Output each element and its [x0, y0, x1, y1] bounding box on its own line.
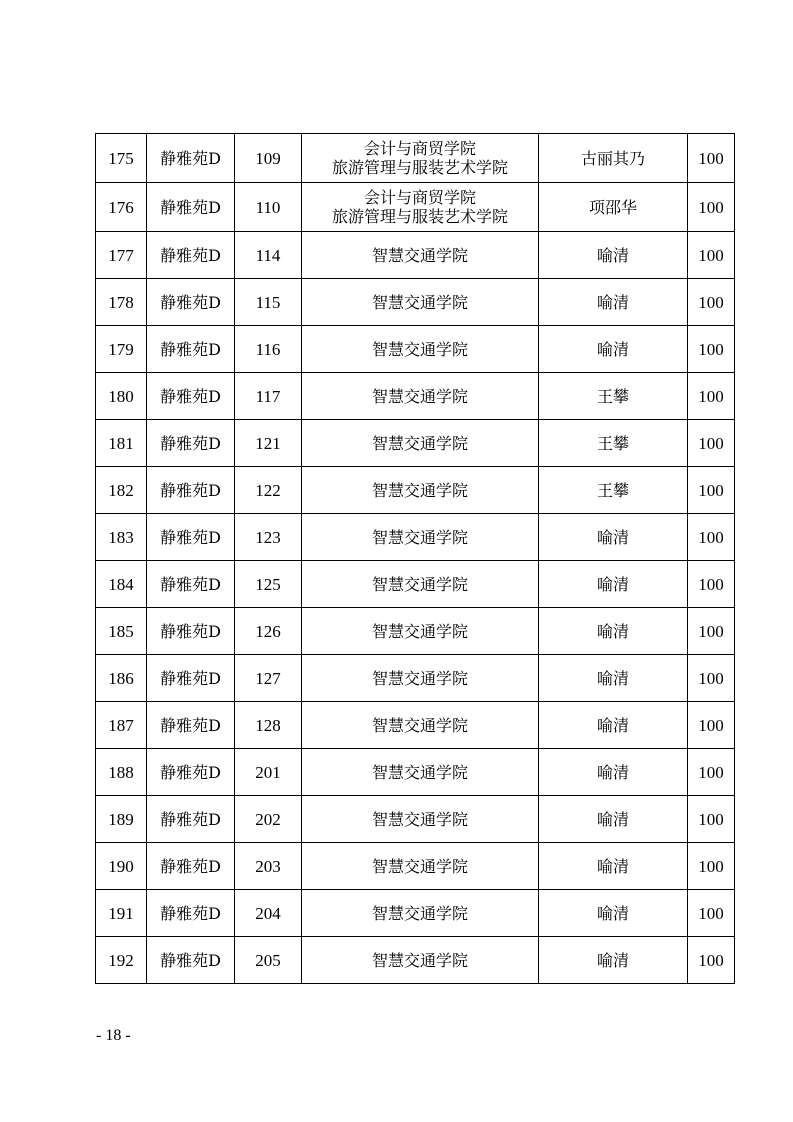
cell-college: 智慧交通学院: [302, 514, 539, 561]
cell-building: 静雅苑D: [147, 279, 235, 326]
cell-score: 100: [688, 561, 735, 608]
table-row: [96, 608, 735, 655]
cell-person: 项邵华: [539, 183, 688, 232]
cell-building: 静雅苑D: [147, 232, 235, 279]
cell-building: 静雅苑D: [147, 655, 235, 702]
cell-number: 186: [96, 655, 147, 702]
cell-person: 喻清: [539, 514, 688, 561]
cell-score: 100: [688, 702, 735, 749]
cell-building: 静雅苑D: [147, 373, 235, 420]
cell-college: 智慧交通学院: [302, 561, 539, 608]
table-row: [96, 655, 735, 702]
cell-room: 202: [235, 796, 302, 843]
cell-score: 100: [688, 420, 735, 467]
cell-score: 100: [688, 655, 735, 702]
table-row: [96, 326, 735, 373]
cell-college: 智慧交通学院: [302, 279, 539, 326]
cell-person: 喻清: [539, 937, 688, 984]
cell-person: 喻清: [539, 796, 688, 843]
table-row: [96, 279, 735, 326]
cell-building: 静雅苑D: [147, 608, 235, 655]
cell-room: 116: [235, 326, 302, 373]
cell-building: 静雅苑D: [147, 702, 235, 749]
table-row: [96, 420, 735, 467]
cell-college: 智慧交通学院: [302, 655, 539, 702]
cell-number: 178: [96, 279, 147, 326]
cell-building: 静雅苑D: [147, 326, 235, 373]
cell-number: 182: [96, 467, 147, 514]
cell-building: 静雅苑D: [147, 467, 235, 514]
cell-score: 100: [688, 326, 735, 373]
cell-college: 会计与商贸学院 旅游管理与服装艺术学院: [302, 183, 539, 232]
cell-college: 智慧交通学院: [302, 937, 539, 984]
cell-room: 204: [235, 890, 302, 937]
table-row: [96, 373, 735, 420]
table-row: [96, 937, 735, 984]
dormitory-table: [95, 133, 735, 984]
cell-college: 会计与商贸学院 旅游管理与服装艺术学院: [302, 134, 539, 183]
cell-person: 喻清: [539, 843, 688, 890]
cell-number: 180: [96, 373, 147, 420]
cell-college: 智慧交通学院: [302, 702, 539, 749]
cell-building: 静雅苑D: [147, 134, 235, 183]
cell-score: 100: [688, 134, 735, 183]
cell-person: 王攀: [539, 420, 688, 467]
cell-number: 185: [96, 608, 147, 655]
table-row: [96, 183, 735, 232]
cell-person: 喻清: [539, 608, 688, 655]
table-row: [96, 232, 735, 279]
cell-score: 100: [688, 467, 735, 514]
cell-number: 184: [96, 561, 147, 608]
cell-number: 177: [96, 232, 147, 279]
cell-building: 静雅苑D: [147, 937, 235, 984]
table-row: [96, 561, 735, 608]
cell-score: 100: [688, 937, 735, 984]
table-body: [96, 134, 735, 984]
cell-room: 122: [235, 467, 302, 514]
table-row: [96, 514, 735, 561]
cell-number: 179: [96, 326, 147, 373]
cell-number: 192: [96, 937, 147, 984]
cell-room: 205: [235, 937, 302, 984]
table-row: [96, 890, 735, 937]
cell-person: 王攀: [539, 467, 688, 514]
table-row: [96, 843, 735, 890]
cell-person: 喻清: [539, 655, 688, 702]
cell-score: 100: [688, 232, 735, 279]
cell-score: 100: [688, 183, 735, 232]
cell-score: 100: [688, 279, 735, 326]
cell-room: 125: [235, 561, 302, 608]
cell-room: 203: [235, 843, 302, 890]
cell-room: 126: [235, 608, 302, 655]
cell-college: 智慧交通学院: [302, 890, 539, 937]
cell-score: 100: [688, 796, 735, 843]
cell-person: 喻清: [539, 232, 688, 279]
cell-building: 静雅苑D: [147, 183, 235, 232]
cell-room: 127: [235, 655, 302, 702]
cell-score: 100: [688, 749, 735, 796]
cell-building: 静雅苑D: [147, 890, 235, 937]
cell-room: 201: [235, 749, 302, 796]
table-row: [96, 134, 735, 183]
cell-person: 喻清: [539, 279, 688, 326]
cell-college: 智慧交通学院: [302, 232, 539, 279]
cell-person: 喻清: [539, 890, 688, 937]
cell-score: 100: [688, 608, 735, 655]
table-row: [96, 467, 735, 514]
cell-number: 175: [96, 134, 147, 183]
cell-college: 智慧交通学院: [302, 326, 539, 373]
cell-score: 100: [688, 890, 735, 937]
cell-college: 智慧交通学院: [302, 749, 539, 796]
cell-building: 静雅苑D: [147, 749, 235, 796]
cell-person: 喻清: [539, 561, 688, 608]
cell-room: 117: [235, 373, 302, 420]
cell-college: 智慧交通学院: [302, 373, 539, 420]
cell-number: 189: [96, 796, 147, 843]
table-row: [96, 796, 735, 843]
cell-number: 191: [96, 890, 147, 937]
cell-room: 128: [235, 702, 302, 749]
cell-college: 智慧交通学院: [302, 467, 539, 514]
cell-room: 115: [235, 279, 302, 326]
cell-building: 静雅苑D: [147, 420, 235, 467]
cell-building: 静雅苑D: [147, 796, 235, 843]
cell-number: 188: [96, 749, 147, 796]
cell-college: 智慧交通学院: [302, 608, 539, 655]
cell-building: 静雅苑D: [147, 514, 235, 561]
cell-college: 智慧交通学院: [302, 843, 539, 890]
table-row: [96, 749, 735, 796]
cell-number: 176: [96, 183, 147, 232]
cell-building: 静雅苑D: [147, 843, 235, 890]
cell-number: 190: [96, 843, 147, 890]
cell-room: 121: [235, 420, 302, 467]
cell-score: 100: [688, 373, 735, 420]
cell-college: 智慧交通学院: [302, 420, 539, 467]
cell-person: 喻清: [539, 749, 688, 796]
cell-person: 王攀: [539, 373, 688, 420]
table-row: [96, 702, 735, 749]
cell-number: 183: [96, 514, 147, 561]
cell-number: 187: [96, 702, 147, 749]
cell-person: 喻清: [539, 326, 688, 373]
cell-person: 喻清: [539, 702, 688, 749]
cell-score: 100: [688, 514, 735, 561]
cell-number: 181: [96, 420, 147, 467]
cell-room: 109: [235, 134, 302, 183]
cell-room: 123: [235, 514, 302, 561]
cell-score: 100: [688, 843, 735, 890]
cell-college: 智慧交通学院: [302, 796, 539, 843]
cell-building: 静雅苑D: [147, 561, 235, 608]
page-number: - 18 -: [96, 1027, 131, 1044]
cell-room: 114: [235, 232, 302, 279]
cell-person: 古丽其乃: [539, 134, 688, 183]
cell-room: 110: [235, 183, 302, 232]
